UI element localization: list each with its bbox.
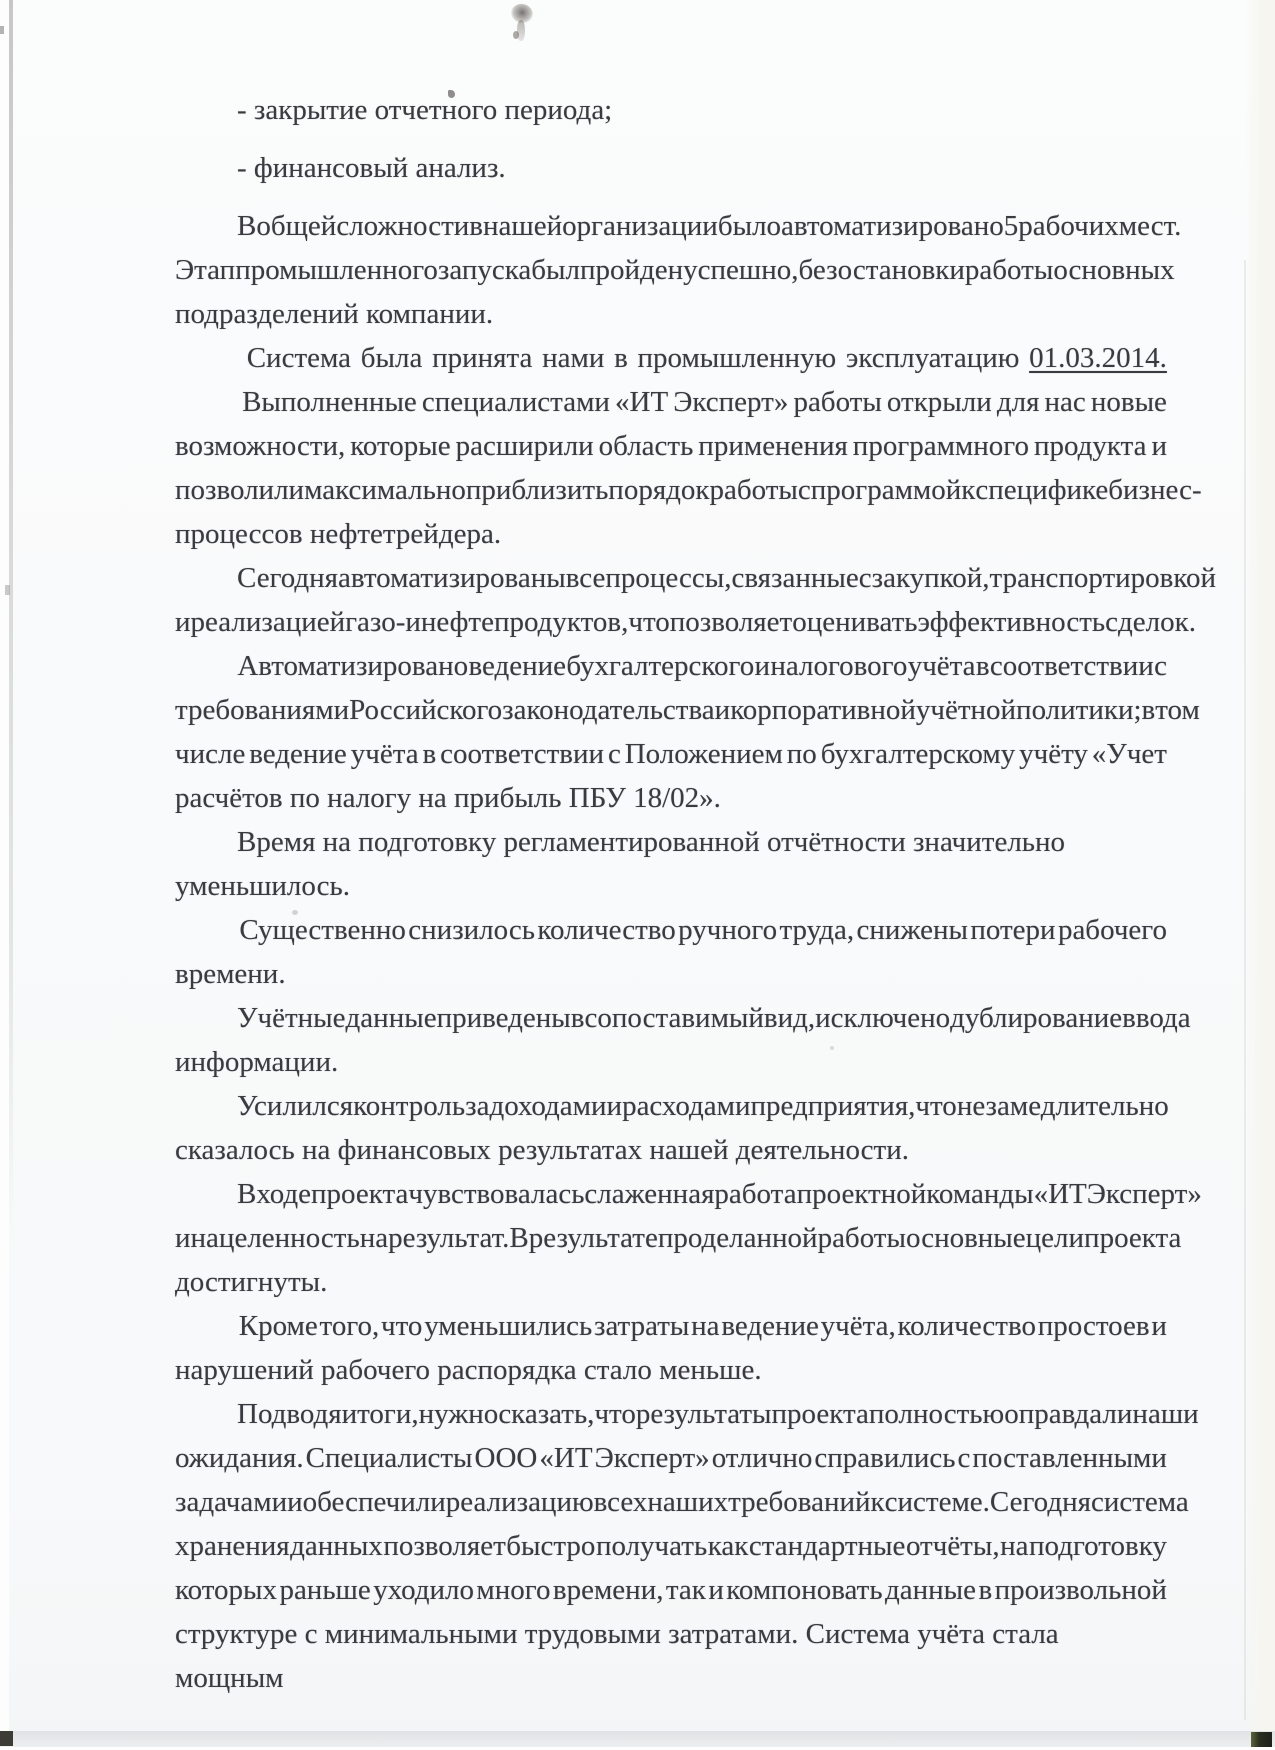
paragraph [175,1304,1167,1392]
word: данных [290,1530,383,1562]
word: промышленную [637,342,837,374]
text-line [175,1084,1167,1128]
word: позволили [175,474,305,506]
word: Подводя [237,1398,342,1430]
word: что [628,606,670,638]
paragraph [175,820,1167,908]
word: процессы, [605,562,732,594]
word: контроль [353,1090,466,1122]
word: применения [698,430,848,462]
word: была [360,342,423,374]
word: пройден [579,254,684,286]
word: сложности [336,210,470,242]
word: политики; [1016,694,1142,726]
word: работы [793,386,882,418]
word: ведение [249,738,347,770]
paragraph [175,336,1167,380]
word: все [565,562,606,594]
word: возможности, [175,430,346,462]
word: на [359,1222,389,1254]
word: нами [542,342,605,374]
word: раньше [279,1574,371,1606]
word: и [754,650,771,682]
text-line: - закрытие отчетного периода; [237,94,613,126]
word: и [1151,1310,1167,1342]
word: подготовку [1029,1530,1167,1562]
indent-spacer [175,644,237,688]
word: Специалисты [305,1442,473,1474]
word: максимально [304,474,466,506]
paragraph [175,996,1191,1084]
word: В [237,210,257,242]
word: ожидания. [175,1442,304,1474]
word: был [531,254,580,286]
word: том [1155,694,1200,726]
word: результате [528,1222,658,1254]
word: позволяет [383,1530,506,1562]
word: программного [852,430,1029,462]
word: проектной [796,1178,927,1210]
word: Эксперт» [673,386,789,418]
word: в [570,1002,585,1034]
word: которые [350,430,451,462]
word: бизнес- [1108,474,1202,506]
word: уходило [373,1574,474,1606]
word: реализацией [190,606,346,638]
word: работы [709,474,798,506]
text-line: достигнуты. [175,1266,328,1298]
word: ООО [474,1442,538,1474]
word: было [717,210,782,242]
word: уменьшились [424,1310,593,1342]
word: продукта [1033,430,1147,462]
word: налогового [770,650,908,682]
word: итоги, [341,1398,419,1430]
word: запуска [437,254,532,286]
word: задачами [175,1486,288,1518]
scan-smudge-tail [517,20,525,41]
word: чувствовалась [408,1178,585,1210]
word: предприятия, [750,1090,916,1122]
word: произвольной [994,1574,1167,1606]
text-line [175,424,1167,468]
word: наших [647,1486,729,1518]
word: и [606,1090,623,1122]
word: остановки [837,254,965,286]
word: слаженная [584,1178,715,1210]
word: в [1141,694,1156,726]
word: проекта [311,1178,409,1210]
word: стандартные [748,1530,906,1562]
word: всех [593,1486,648,1518]
scan-bottom-left-corner-mark [0,1731,13,1746]
word: за [465,1090,490,1122]
word: затраты [593,1310,690,1342]
word: без [798,254,838,286]
word: нас [1044,386,1086,418]
word: успешно, [683,254,799,286]
indent-spacer [175,336,237,380]
scan-left-edge-line [9,0,13,1250]
text-line [175,732,1167,776]
word: в [975,650,990,682]
word: порядок [608,474,710,506]
text-line [175,1480,1189,1524]
paragraph [175,204,1182,336]
word: с [797,474,811,506]
word: на [691,1310,720,1342]
word: количество [897,1310,1036,1342]
word: «Учет [1091,738,1167,770]
word: отлично [711,1442,813,1474]
word: труда, [779,914,855,946]
word: расходами [622,1090,751,1122]
word: область [598,430,694,462]
word: отчёты, [905,1530,1000,1562]
word: так [665,1574,706,1606]
word: системе. [884,1486,990,1518]
word: Сегодня [989,1486,1091,1518]
word: времени, [552,1574,664,1606]
indent-spacer [175,908,237,952]
bullet-paragraph [175,88,1167,132]
scan-speck [0,26,4,34]
word: основные [905,1222,1026,1254]
word: «ИТ [1033,1178,1087,1210]
scan-smudge-dot [513,31,519,39]
word: оценивать [792,606,918,638]
word: Эксперт» [594,1442,710,1474]
word: учёту [1019,738,1088,770]
word: исключено [815,1002,951,1034]
word: Система [246,342,352,374]
word: данные [884,1574,977,1606]
word: рабочих [1018,210,1119,242]
word: Сегодня [237,562,339,594]
word: ввода [1122,1002,1191,1034]
text-line [175,204,1182,248]
text-line: времени. [175,958,286,990]
underlined-date: 01.03.2014. [1029,342,1167,374]
word: и [405,606,421,638]
word: нашей [483,210,563,242]
word: с [1154,650,1167,682]
word: проделанной [657,1222,818,1254]
word: связанные [731,562,859,594]
word: общей [256,210,337,242]
word: нацеленность [190,1222,360,1254]
word: «ИТ [615,386,669,418]
paragraph [175,556,1216,644]
word: ведение [468,650,567,682]
text-line [175,556,1216,600]
word: сопоставимый [584,1002,764,1034]
text-line [175,908,1167,952]
word: и [708,1574,724,1606]
word: результаты [635,1398,772,1430]
paragraph [175,1084,1167,1172]
word: открыли [886,386,992,418]
word: которых [175,1574,278,1606]
word: приведены [436,1002,571,1034]
text-line [175,380,1167,424]
indent-spacer [175,380,237,424]
word: оправдали [1004,1398,1133,1430]
word: расширили [455,430,594,462]
text-line [175,600,1196,644]
scan-left-edge [0,0,9,1750]
word: нужно [418,1398,499,1430]
word: и [1151,430,1167,462]
text-line [175,248,1175,292]
word: снижены [856,914,968,946]
text-line: нарушений рабочего распорядка стало меньше. [175,1354,762,1386]
word: газо- [345,606,406,638]
word: и [175,606,191,638]
text-line [175,1568,1167,1612]
text-line: подразделений компании. [175,298,494,330]
word: учётной [915,694,1017,726]
text-line: Время на подготовку регламентированной отчётности значительно уменьшилось. [175,826,1066,902]
word: проекта [1084,1222,1182,1254]
text-line [175,1216,1182,1260]
word: программой [810,474,962,506]
word: того, [319,1310,380,1342]
word: к [870,1486,885,1518]
document-text [175,88,1216,1700]
word: работа [714,1178,797,1210]
paragraph [175,644,1200,820]
word: сделок. [1105,606,1196,638]
scan-bottom-right-corner-mark [1251,1732,1272,1747]
word: эффективность [917,606,1106,638]
text-line [175,688,1200,732]
text-line: процессов нефтетрейдера. [175,518,502,550]
word: быстро [506,1530,596,1562]
word: требованиями [175,694,350,726]
word: позволяет [669,606,793,638]
word: реализацию [445,1486,594,1518]
word: новые [1090,386,1167,418]
word: закупкой, [871,562,990,594]
indent-spacer [175,1304,237,1348]
word: Эксперт» [1086,1178,1202,1210]
word: что [594,1398,636,1430]
word: Российского [349,694,503,726]
word: много [476,1574,551,1606]
word: получать [595,1530,708,1562]
word: как [707,1530,749,1562]
word: Этап [175,254,236,286]
word: к [961,474,976,506]
text-line: - финансовый анализ. [237,152,506,184]
word: ходе [256,1178,312,1210]
text-line [175,1392,1199,1436]
word: числе [175,738,246,770]
word: дублирование [950,1002,1123,1034]
word: в [422,738,437,770]
indent-spacer [175,204,237,248]
word: сказать, [498,1398,595,1430]
word: требований [728,1486,871,1518]
scan-right-edge-line [1244,260,1246,1720]
text-line [175,1172,1202,1216]
word: команды [926,1178,1034,1210]
word: с [957,1442,971,1474]
word: промышленного [235,254,438,286]
word: работы [964,254,1054,286]
word: и [714,694,731,726]
text-line: расчётов по налогу на прибыль ПБУ 18/02». [175,782,721,814]
word: соответствии [989,650,1154,682]
word: для [996,386,1040,418]
word: 5 [1003,210,1019,242]
word: В [509,1222,529,1254]
word: учёта [907,650,976,682]
word: простоев [1037,1310,1150,1342]
text-line [175,1436,1167,1480]
word: специалистами [421,386,610,418]
scan-speck [5,585,10,595]
word: бухгалтерского [566,650,755,682]
word: основных [1053,254,1175,286]
word: с [858,562,872,594]
paragraph [175,1172,1202,1304]
word: В [237,1178,257,1210]
text-line [175,996,1191,1040]
word: транспортировкой [989,562,1216,594]
text-line [175,644,1167,688]
word: работы [817,1222,906,1254]
word: мест. [1118,210,1182,242]
word: законодательства [502,694,715,726]
word: специфике [975,474,1109,506]
word: на [1000,1530,1029,1562]
word: и [287,1486,303,1518]
word: нефтепродуктов, [420,606,629,638]
bullet-paragraph [175,146,1167,190]
word: рабочего [1057,914,1167,946]
indent-spacer [175,1084,237,1128]
word: по [786,738,817,770]
word: проекта [771,1398,869,1430]
indent-spacer [175,996,237,1040]
word: организации [562,210,718,242]
word: соответствии [440,738,605,770]
text-line [175,1304,1167,1348]
word: поставленными [972,1442,1167,1474]
word: компоновать [726,1574,883,1606]
word: количество [537,914,676,946]
word: справились [814,1442,956,1474]
word: с [607,738,621,770]
word: корпоративной [730,694,916,726]
word: вид, [763,1002,816,1034]
word: бухгалтерскому [820,738,1016,770]
word: данные [345,1002,437,1034]
text-line: структуре с минимальными трудовыми затратами. Система учёта стала мощным [175,1618,1059,1694]
word: принята [432,342,533,374]
word: эксплуатацию [845,342,1020,374]
indent-spacer [175,556,237,600]
word: и [175,1222,191,1254]
word: что [915,1090,957,1122]
text-line: сказалось на финансовых результатах нашей деятельности. [175,1134,909,1166]
word: Выполненные [242,386,417,418]
word: Автоматизировано [237,650,469,682]
scan-bottom-edge-band [0,1731,1275,1747]
word: Учётные [237,1002,346,1034]
word: что [381,1310,423,1342]
word: хранения [175,1530,290,1562]
text-line [175,1524,1167,1568]
text-line [175,336,1167,380]
word: автоматизировано [781,210,1004,242]
paragraph [175,380,1202,556]
word: ручного [678,914,778,946]
word: потери [970,914,1056,946]
word: учёта [350,738,419,770]
word: система [1090,1486,1189,1518]
indent-spacer [175,1172,237,1216]
scan-right-edge [1245,0,1275,1750]
indent-spacer [175,1392,237,1436]
paragraph [175,908,1167,996]
word: приблизить [465,474,609,506]
word: наши [1132,1398,1199,1430]
word: полностью [868,1398,1005,1430]
text-line: информации. [175,1046,339,1078]
word: незамедлительно [956,1090,1169,1122]
paragraph [175,1392,1199,1700]
word: «ИТ [539,1442,593,1474]
word: Усилился [237,1090,354,1122]
word: в [469,210,483,242]
word: обеспечили [302,1486,446,1518]
word: результат. [388,1222,510,1254]
word: снизилось [408,914,535,946]
text-line [175,468,1202,512]
word: Кроме [238,1310,318,1342]
word: цели [1025,1222,1085,1254]
word: Существенно [239,914,406,946]
word: Положением [624,738,783,770]
word: учёта, [820,1310,896,1342]
word: доходами [489,1090,607,1122]
word: автоматизированы [338,562,566,594]
word: в [978,1574,993,1606]
word: ведение [721,1310,819,1342]
word: в [614,342,628,374]
